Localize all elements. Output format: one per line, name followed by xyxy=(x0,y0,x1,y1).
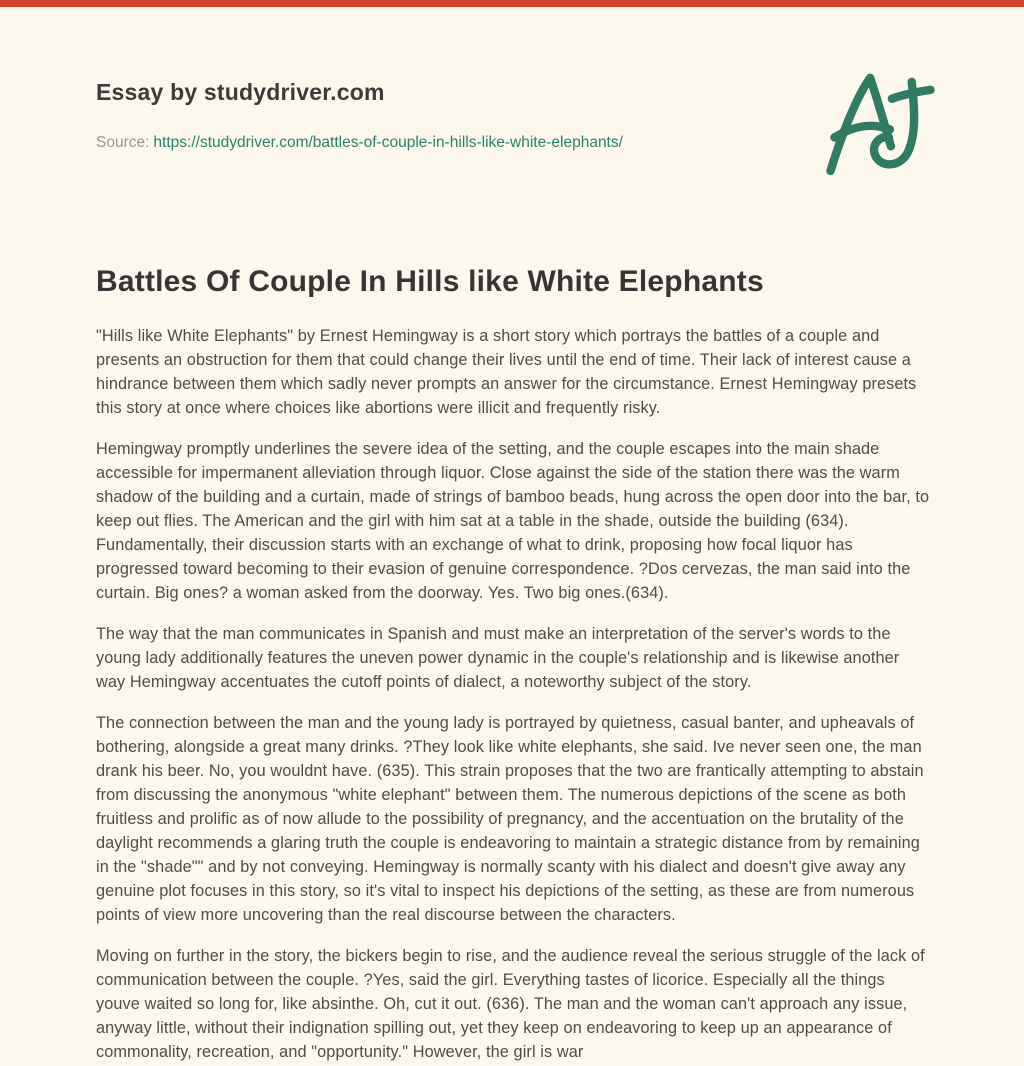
top-accent-bar xyxy=(0,0,1024,7)
essay-paragraph: The connection between the man and the young lady is portrayed by quietness, casual banter, and upheavals of bothering, alongside a great many drinks. ?They look like white elephants, she said. Ive never seen one, the man drank his beer. No, you wouldnt have. (635). This strain proposes that the two are frantically attempting to abstain from discussing the anonymous "white elephant" between them. The numerous depictions of the scene as both fruitless and prolific as of now allude to the possibility of pregnancy, and the accentuation on the brutality of the daylight recommends a glaring truth the couple is endeavoring to maintain a strategic distance from by remaining in the "shade"" and by not conveying. Hemingway is normally scanty with his dialect and doesn't give away any genuine plot focuses in this story, so it's vital to inspect his depictions of the setting, as these are from numerous points of view more uncovering than the real discourse between the characters. xyxy=(96,714,924,924)
a-plus-logo-icon xyxy=(822,71,942,175)
header-text-block xyxy=(96,71,623,152)
source-url-link[interactable]: https://studydriver.com/battles-of-couple-in-hills-like-white-elephants/ xyxy=(153,134,623,151)
source-label: Source: xyxy=(96,134,150,151)
site-title: Essay by studydriver.com xyxy=(96,79,385,105)
essay-body xyxy=(96,324,930,1064)
essay-paragraph: The way that the man communicates in Spanish and must make an interpretation of the server's words to the young lady additionally features the uneven power dynamic in the couple's relationship and is likewise another way Hemingway accentuates the cutoff points of dialect, a noteworthy subject of the story. xyxy=(96,625,900,691)
essay-paragraph: Hemingway promptly underlines the severe idea of the setting, and the couple escapes into the main shade accessible for impermanent alleviation through liquor. Close against the side of the station there was the warm shadow of the building and a curtain, made of strings of bamboo beads, hung across the open door into the bar, to keep out flies. The American and the girl with him sat at a table in the shade, outside the building (634). Fundamentally, their discussion starts with an exchange of what to drink, proposing how focal liquor has progressed toward becoming to their evasion of genuine correspondence. ?Dos cervezas, the man said into the curtain. Big ones? a woman asked from the doorway. Yes. Two big ones.(634). xyxy=(96,440,930,602)
essay-paragraph: "Hills like White Elephants" by Ernest Hemingway is a short story which portrays the battles of a couple and presents an obstruction for them that could change their lives until the end of time. Their lack of interest cause a hindrance between them which sadly never prompts an answer for the circumstance. Ernest Hemingway presets this story at once where choices like abortions were illicit and frequently risky. xyxy=(96,327,917,417)
page-header xyxy=(96,71,928,175)
essay-title: Battles Of Couple In Hills like White Elephants xyxy=(96,265,764,298)
page-content xyxy=(0,71,1024,1064)
source-line xyxy=(96,134,623,152)
essay-paragraph: Moving on further in the story, the bickers begin to rise, and the audience reveal the serious struggle of the lack of communication between the couple. ?Yes, said the girl. Everything tastes of licorice. Especially all the things youve waited so long for, like absinthe. Oh, cut it out. (636). The man and the woman can't approach any issue, anyway little, without their indignation spilling out, yet they keep on endeavoring to keep up an appearance of commonality, recreation, and "opportunity." However, the girl is war xyxy=(96,947,925,1061)
